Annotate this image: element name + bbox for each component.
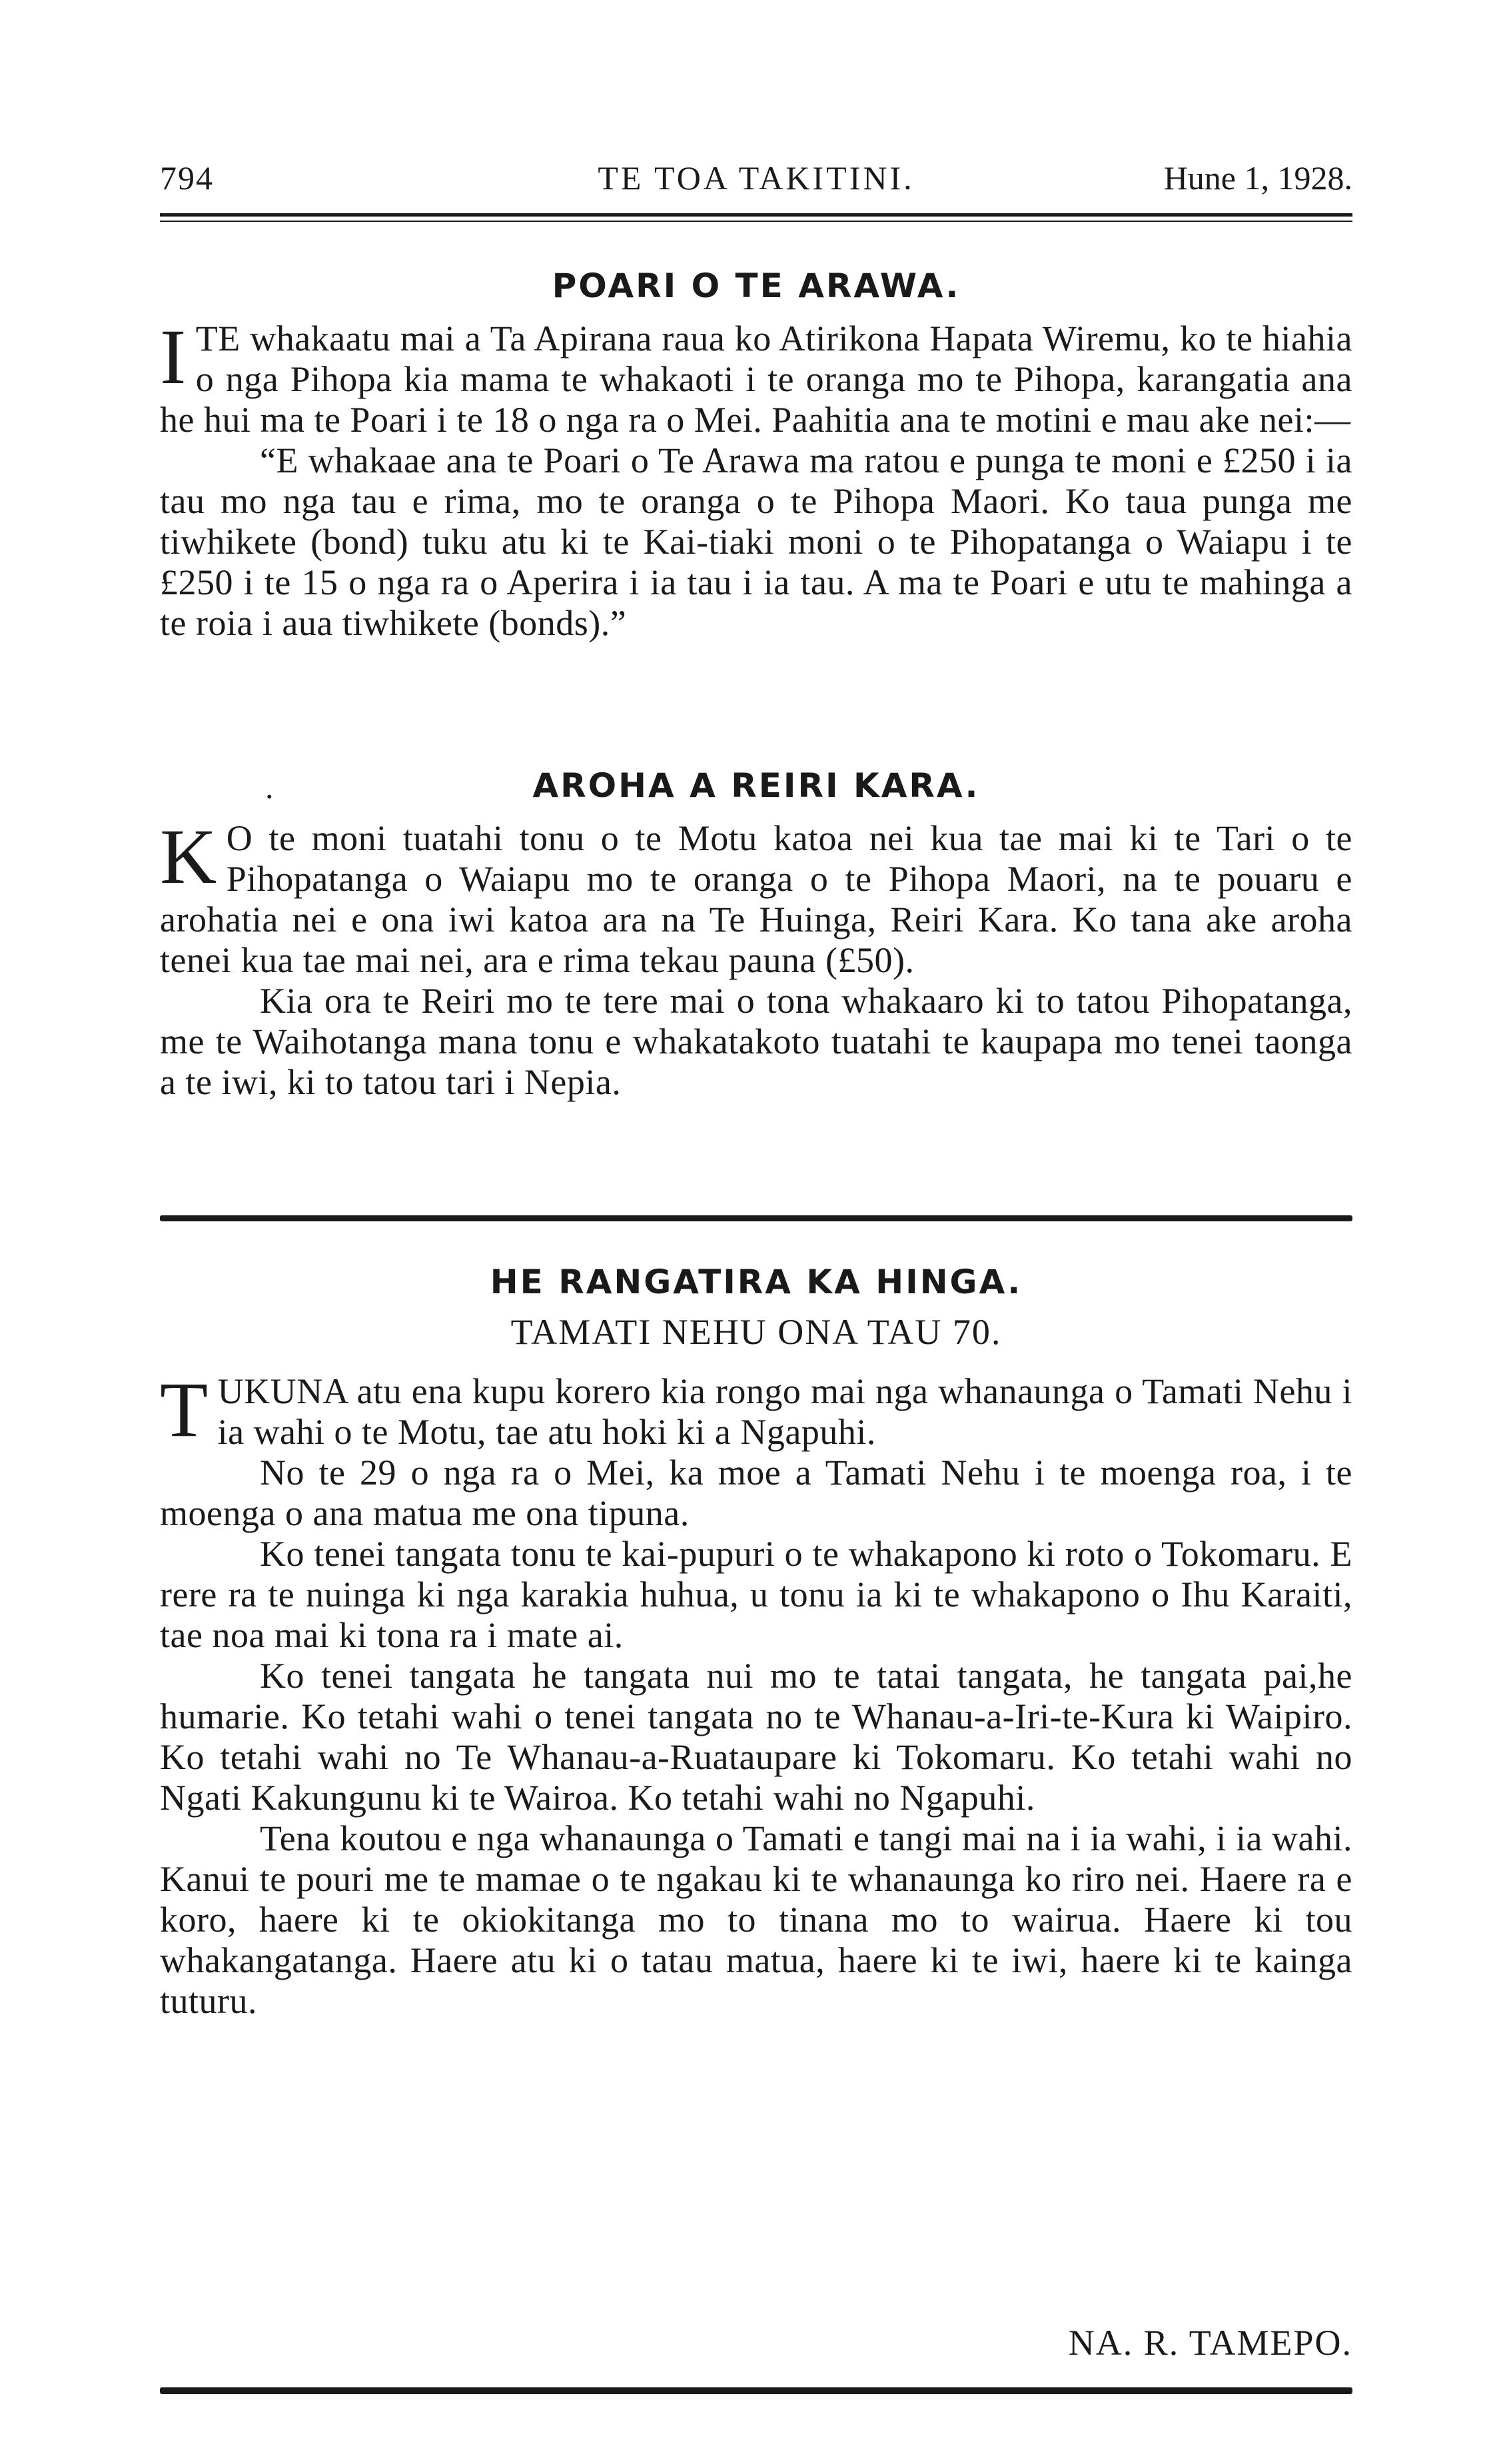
- stray-dot: .: [265, 768, 274, 806]
- section-heading-rangatira: HE RANGATIRA KA HINGA.: [490, 1263, 1023, 1301]
- publication-title: TE TOA TAKITINI.: [598, 159, 915, 197]
- article-aroha: [160, 813, 1352, 1103]
- article-paragraph: Kia ora te Reiri mo te tere mai o tona whakaaro ki to tatou Pihopatanga, me te Waihotanga mana tonu e whakatakoto tuatahi te kaupapa mo tenei taonga a te iwi, ki to tatou tari i Nepia.: [160, 981, 1352, 1102]
- drop-cap: T: [160, 1366, 209, 1453]
- section-heading-aroha: AROHA A REIRI KARA.: [532, 766, 980, 805]
- running-header: [160, 159, 1352, 205]
- issue-date: Hune 1, 1928.: [1163, 159, 1352, 197]
- signature: NA. R. TAMEPO.: [1068, 2323, 1352, 2363]
- article-poari: [160, 313, 1352, 644]
- article-paragraph: ITE whakaatu mai a Ta Apirana raua ko Atirikona Hapata Wiremu, ko te hiahia o nga Pihopa kia mama te whakaoti i te oranga mo te Pihopa, karangatia ana he hui ma te Poari i te 18 o nga ra o Mei. Paahitia ana te motini e mau ake nei:—: [160, 313, 1352, 440]
- article-rangatira: [160, 1366, 1352, 2022]
- section-divider: [160, 1215, 1352, 1221]
- drop-cap: I: [160, 313, 187, 400]
- section-subheading: TAMATI NEHU ONA TAU 70.: [510, 1312, 1002, 1352]
- drop-cap: K: [160, 813, 217, 900]
- article-paragraph: Ko tenei tangata tonu te kai-pupuri o te whakapono ki roto o Tokomaru. E rere ra te nuinga ki nga karakia huhua, u tonu ia ki te whakapono o Ihu Karaiti, tae noa mai ki tona ra i mate ai.: [160, 1534, 1352, 1655]
- header-rule-thin: [160, 221, 1352, 222]
- footer-rule: [160, 2387, 1352, 2394]
- article-paragraph: Ko tenei tangata he tangata nui mo te tatai tangata, he tangata pai,he humarie. Ko tetahi wahi o tenei tangata no te Whanau-a-Iri-te-Kura ki Waipiro. Ko tetahi wahi no Te Whanau-a-Ruataupare ki Tokomaru. Ko tetahi wahi no Ngati Kakungunu ki te Wairoa. Ko tetahi wahi no Ngapuhi.: [160, 1656, 1352, 1818]
- header-rule: [160, 213, 1352, 217]
- article-paragraph: No te 29 o nga ra o Mei, ka moe a Tamati Nehu i te moenga roa, i te moenga o ana matua me ona tipuna.: [160, 1453, 1352, 1533]
- article-paragraph-quote: “E whakaae ana te Poari o Te Arawa ma ratou e punga te moni e £250 i ia tau mo nga tau e rima, mo te oranga o te Pihopa Maori. Ko taua punga me tiwhikete (bond) tuku atu ki te Kai-tiaki moni o te Pihopatanga o Waiapu i te £250 i te 15 o nga ra o Aperira i ia tau i ia tau. A ma te Poari e utu te mahinga a te roia i aua tiwhikete (bonds).”: [160, 440, 1352, 643]
- article-paragraph: Tena koutou e nga whanaunga o Tamati e tangi mai na i ia wahi, i ia wahi. Kanui te pouri me te mamae o te ngakau ki te whanaunga ko riro nei. Haere ra e koro, haere ki te okiokitanga mo to tinana mo to wairua. Haere ki tou whakangatanga. Haere atu ki o tatau matua, haere ki te iwi, haere ki te kainga tuturu.: [160, 1818, 1352, 2021]
- page-number: 794: [160, 159, 214, 197]
- article-paragraph: TUKUNA atu ena kupu korero kia rongo mai nga whanaunga o Tamati Nehu i ia wahi o te Motu, tae atu hoki ki a Ngapuhi.: [160, 1366, 1352, 1453]
- article-paragraph: K O te moni tuatahi tonu o te Motu katoa nei kua tae mai ki te Tari o te Pihopatanga o Waiapu mo te oranga o te Pihopa Maori, na te pouaru e arohatia nei e ona iwi katoa ara na Te Huinga, Reiri Kara. Ko tana ake aroha tenei kua tae mai nei, ara e rima tekau pauna (£50).: [160, 813, 1352, 980]
- section-heading-poari: POARI O TE ARAWA.: [552, 267, 961, 305]
